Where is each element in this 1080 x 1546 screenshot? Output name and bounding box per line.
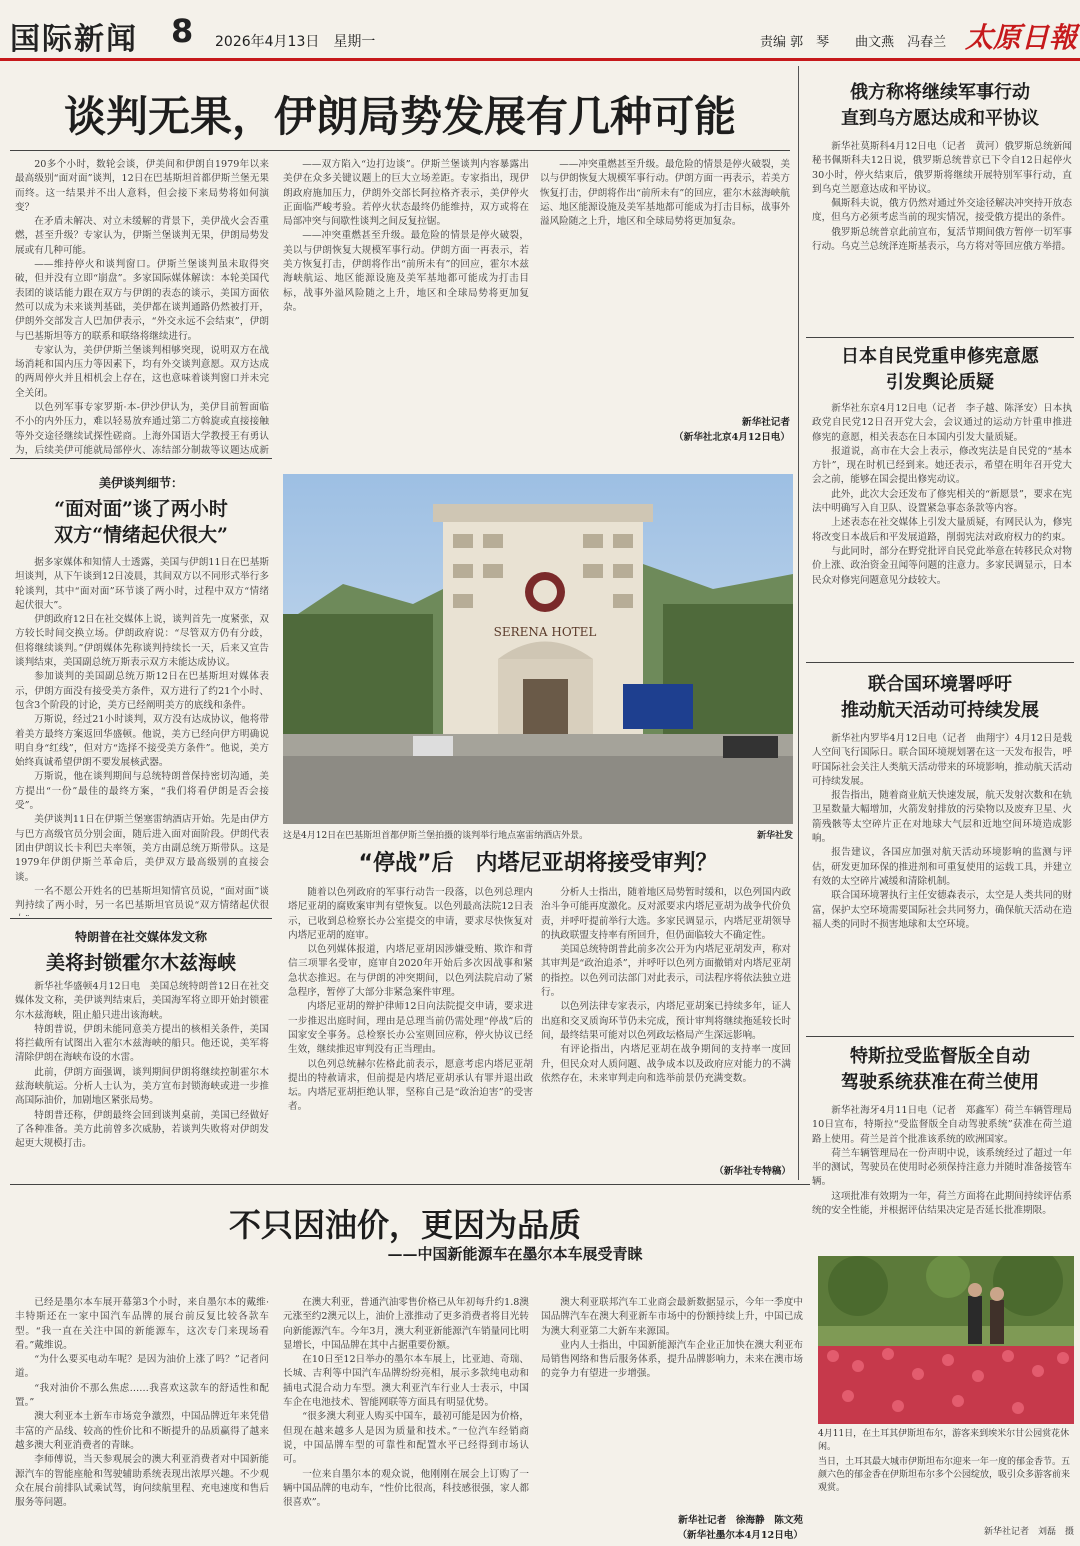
paragraph: 以色列媒体报道，内塔尼亚胡因涉嫌受贿、欺诈和背信三项罪名受审，庭审自2020年开始后多次因战事和紧急状态推迟。在与伊朗的冲突期间，以色列法院启动了紧急程序，暂停了大部分非紧急案件审理。 (288, 944, 533, 999)
paragraph: “为什么要买电动车呢？是因为油价上涨了吗？”记者问道。 (15, 1354, 269, 1380)
paragraph: 美伊谈判11日在伊斯兰堡塞雷纳酒店开始。先是由伊方与巴方高级官员分别会面，随后进入面对面阶段。伊朗代表团由伊朗议长卡利巴夫率领，美方由副总统万斯带队。这是1979年伊朗伊斯兰革命后，美伊双方最高级别的直接会谈。 (15, 814, 269, 883)
tulip-caption: 4月11日，在土耳其伊斯坦布尔，游客来到埃米尔甘公园赏花休闲。 (818, 1429, 1070, 1452)
unep-headline: 联合国环境署呼吁 推动航天活动可持续发展 (841, 674, 1039, 721)
newspaper-logo: 太原日報 (965, 21, 1078, 54)
photo-caption: 这是4月12日在巴基斯坦首都伊斯兰堡拍摄的谈判举行地点塞雷纳酒店外景。 (283, 831, 589, 841)
photo-credit: 新华社发 (756, 831, 793, 841)
sidebar-body (15, 556, 269, 916)
tulip-photo-image (818, 1256, 1074, 1424)
hotel-photo-image (283, 474, 793, 824)
paragraph: 新华社东京4月12日电（记者 李子越、陈泽安）日本执政党自民党12日召开党大会，会议通过的运动方针重申推进修宪的意愿，相关表态在日本国内引发大量质疑。 (812, 403, 1072, 443)
issue-date: 2026年4月13日 星期一 (215, 34, 376, 50)
ceasefire-col1 (288, 886, 533, 1178)
paragraph: 万斯说，经过21小时谈判，双方没有达成协议，他将带着美方最终方案返回华盛顿。他说，美方已经向伊方明确说明自身“红线”，但对方“选择不接受美方条件”。他说，美方始终真诚希望伊朗不要发展核武器。 (15, 714, 269, 769)
paragraph: 新华社莫斯科4月12日电（记者 黄河）俄罗斯总统新闻秘书佩斯科夫12日说，俄罗斯总统普京已下令自12日起停火30小时，停火结束后，俄罗斯将继续开展特别军事行动，直到乌克兰愿意达成和平协议。 (812, 141, 1072, 195)
sidebar-kicker: 美伊谈判细节： (98, 476, 183, 490)
paragraph: 美国总统特朗普此前多次公开为内塔尼亚胡发声，称对其审判是“政治追杀”，并呼吁以色列方面撤销对内塔尼亚胡的指控。以色列司法部门对此表示，司法程序将依法独立进行。 (541, 944, 791, 999)
paragraph: 报告指出，随着商业航天快速发展，航天发射次数和在轨卫星数量大幅增加，火箭发射排放的污染物以及废弃卫星、火箭残骸等太空碎片正在对地球大气层和近地空间环境造成影响。 (812, 790, 1072, 845)
column-divider (798, 66, 799, 1180)
hormuz-body (15, 980, 269, 1178)
paragraph: 这项批准有效期为一年，荷兰方面将在此期间持续评估系统的安全性能，并根据评估结果决定是否延长批准期限。 (812, 1190, 1072, 1217)
sidebar-rule (10, 458, 272, 459)
unep-body (812, 732, 1072, 1032)
paragraph: ——冲突重燃甚至升级。最危险的情景是停火破裂，美以与伊朗恢复大规模军事行动。伊朗方面一再表示，若美方恢复打击，伊朗将作出“前所未有”的回应，霍尔木兹海峡航运、地区能源设施及美军基地都可能成为打击目标，战事外溢风险随之上升，地区和全球局势将更加复杂。 (283, 230, 529, 313)
paragraph: 荷兰车辆管理局在一份声明中说，该系统经过了超过一年半的测试，驾驶员在使用时必须保持注意力并随时准备接管车辆。 (812, 1147, 1072, 1188)
paragraph: “我对油价不那么焦虑……我喜欢这款车的舒适性和配置。” (15, 1382, 269, 1409)
ev-headline: 不只因油价，更因为品质 (228, 1206, 581, 1244)
paragraph: 伊朗政府12日在社交媒体上说，谈判首先一度紧张，双方较长时间交换立场。伊朗政府说：“尽管双方仍有分歧，但将继续谈判。”伊朗媒体先称谈判持续长一天，后来又宣告谈判结束，美国副总统万斯表示双方未能达成协议。 (15, 614, 269, 669)
paragraph: 据多家媒体和知情人士透露，美国与伊朗11日在巴基斯坦谈判，从下午谈到12日凌晨，其间双方以不同形式举行多轮谈判，其中“面对面”环节谈了两小时，过程中双方“情绪起伏很大”。 (15, 557, 269, 611)
paragraph: 以色列军事专家罗斯·本-伊沙伊认为，美伊目前暂面临不小的内外压力，难以轻易放弃通过第二方斡旋或直接接触等外交途径继续试探性磋商。上海外国语大学教授王有勇认为，后续美伊可能就局部停火、冻结部分制裁等议题达成新 (15, 402, 269, 456)
editors: 责编 郭 琴 曲文燕 冯春兰 (760, 35, 947, 50)
hotel-sign: SERENA HOTEL (493, 625, 597, 639)
sidebar-headline: “面对面”谈了两小时 双方“情绪起伏很大” (54, 498, 228, 546)
japan-headline: 日本自民党重申修宪意愿 引发舆论质疑 (841, 346, 1039, 393)
paragraph: 上述表态在社交媒体上引发大量质疑，有网民认为，修宪将改变日本战后和平发展道路，削弱宪法对政府权力的约束。 (812, 517, 1072, 543)
ev-dateline-end: （新华社墨尔本4月12日电） (677, 1530, 803, 1541)
paragraph: 万斯说，他在谈判期间与总统特朗普保持密切沟通，美方提出“一份”最佳的最终方案，“我们将看伊朗是否会接受”。 (15, 771, 269, 812)
paragraph: ——维持停火和谈判窗口。伊斯兰堡谈判虽未取得突破，但并没有立即“崩盘”。多家国际媒体解读：本轮美国代表团的谈话能力跟在双方与伊朗的表态的谈示，美国方面依然可以成为未来谈判基础，美伊都在谈判通路仍然被打开，伊朗外交部发言人巴加伊表示，“外交永远不会结束”，伊朗与巴基斯坦等方的联系和联络将继续进行。 (15, 259, 269, 342)
tulip-credit: 新华社记者 刘磊 摄 (983, 1527, 1074, 1537)
ev-col3 (541, 1296, 803, 1508)
paragraph: 以色列法律专家表示，内塔尼亚胡案已持续多年，证人出庭和交叉质询环节仍未完成，预计审判将继续拖延较长时间，最终结果可能对以色列政坛格局产生深远影响。 (541, 1001, 791, 1041)
main-article-col2 (283, 158, 529, 456)
paragraph: 特朗普还称，伊朗最终会回到谈判桌前，美国已经做好了各种准备。美方此前曾多次威胁，若谈判失败将对伊朗发起更大规模打击。 (15, 1109, 269, 1150)
ev-byline: 新华社记者 徐海静 陈文苑 (678, 1515, 803, 1526)
paragraph: 参加谈判的美国副总统万斯12日在巴基斯坦对媒体表示，伊朗方面没有接受美方条件，双方进行了约21个小时、包含3个阶段的讨论，美方已经阐明美方的底线和条件。 (15, 671, 269, 711)
paragraph: 与此同时，部分在野党批评自民党此举意在转移民众对物价上涨、政治资金丑闻等问题的注意力。多家民调显示，日本民众对修宪问题意见分歧较大。 (812, 545, 1072, 586)
main-headline: 谈判无果，伊朗局势发展有几种可能 (63, 92, 736, 141)
section-title: 国际新闻 (10, 22, 138, 57)
paragraph: 分析人士指出，随着地区局势暂时缓和，以色列国内政治斗争可能再度激化。反对派要求内塔尼亚胡为战争代价负责，并呼吁提前举行大选。多家民调显示，内塔尼亚胡领导的执政联盟支持率有所回升，但仍面临较大不确定性。 (541, 887, 791, 941)
paragraph: 报道说，高市在大会上表示，修改宪法是自民党的“基本方针”，现在时机已经到来。她还表示，希望在明年召开党大会之前，能够在国会提出修宪动议。 (812, 445, 1072, 486)
right-rule (806, 337, 1074, 338)
paragraph: 以色列总统赫尔佐格此前表示，愿意考虑内塔尼亚胡提出的特赦请求，但前提是内塔尼亚胡承认有罪并退出政坛。内塔尼亚胡拒绝认罪，坚称自己是“政治迫害”的受害者。 (288, 1058, 533, 1113)
paragraph: 一名不愿公开姓名的巴基斯坦知情官员说，“面对面”谈判持续了两小时，另一名巴基斯坦官员说“双方情绪起伏很 (15, 885, 269, 912)
paragraph: 澳大利亚联邦汽车工业商会最新数据显示，今年一季度中国品牌汽车在澳大利亚新车市场中的份额持续上升，中国已成为澳大利亚第二大新车来源国。 (541, 1297, 803, 1337)
russia-body (812, 140, 1072, 336)
paragraph: 报告建议，各国应加强对航天活动环境影响的监测与评估，研发更加环保的推进剂和可重复使用的运载工具，并建立有效的太空碎片减缓和清除机制。 (812, 847, 1072, 887)
section-rule (10, 1184, 810, 1185)
ceasefire-col2 (541, 886, 791, 1162)
tulip-photo (818, 1256, 1074, 1424)
paragraph: ——冲突重燃甚至升级。最危险的情景是停火破裂，美以与伊朗恢复大规模军事行动。伊朗方面一再表示，若美方恢复打击，伊朗将作出“前所未有”的回应，霍尔木兹海峡航运、地区能源设施及美军基地都可能成为打击目标，战事外溢风险随之上升，地区和全球局势将更加复杂。 (540, 159, 790, 228)
ceasefire-headline: “停战”后 内塔尼亚胡将接受审判？ (358, 851, 718, 876)
main-article-col3 (540, 158, 790, 408)
paragraph: 此外，此次大会还发布了修宪相关的“新愿景”，要求在宪法中明确写入自卫队、设置紧急事态条款等内容。 (812, 488, 1072, 515)
paragraph: 业内人士指出，中国新能源汽车企业正加快在澳大利亚布局销售网络和售后服务体系，提升品牌影响力，未来在澳市场的竞争力有望进一步增强。 (541, 1339, 803, 1380)
paragraph: 新华社华盛顿4月12日电 美国总统特朗普12日在社交媒体发文称，美伊谈判结束后，美国海军将立即开始封锁霍尔木兹海峡，阻止船只进出该海峡。 (15, 981, 269, 1021)
paragraph: 特朗普说，伊朗未能同意美方提出的核相关条件，美国将拦截所有试图出入霍尔木兹海峡的船只。他还说，美军将清除伊朗在海峡布设的水雷。 (15, 1023, 269, 1064)
japan-body (812, 402, 1072, 658)
headline-rule (10, 150, 790, 151)
hormuz-kicker: 特朗普在社交媒体发文称 (74, 930, 207, 944)
paragraph: 新华社海牙4月11日电（记者 郑鑫军）荷兰车辆管理局10日宣布，特斯拉“受监督版全自动驾驶系统”获准在荷兰道路上使用。荷兰是首个批准该系统的欧洲国家。 (812, 1105, 1072, 1145)
hotel-photo (283, 474, 793, 824)
paragraph: 此前，伊朗方面强调，谈判期间伊朗将继续控制霍尔木兹海峡航运。分析人士认为，美方宣布封锁海峡或进一步推高国际油价，加剧地区紧张局势。 (15, 1066, 269, 1107)
paragraph: 澳大利亚本土新车市场竞争激烈，中国品牌近年来凭借丰富的产品线、较高的性价比和不断提升的品质赢得了越来越多澳大利亚消费者的青睐。 (15, 1411, 269, 1451)
paragraph: 一位来自墨尔本的观众说，他刚刚在展会上订购了一辆中国品牌的电动车，“性价比很高，科技感很强，家人都很喜欢”。 (283, 1468, 529, 1509)
ev-col1 (15, 1296, 269, 1540)
page-number: 8 (171, 12, 194, 50)
main-article-col1 (15, 158, 269, 456)
russia-headline: 俄方称将继续军事行动 直到乌方愿达成和平协议 (841, 82, 1039, 129)
paragraph: 在澳大利亚，普通汽油零售价格已从年初每升约1.8澳元涨至约2澳元以上，油价上涨推动了更多消费者将目光转向新能源汽车。今年3月，澳大利亚新能源汽车销量同比明显增长，中国品牌在其中占据重要份额。 (283, 1297, 529, 1351)
paragraph: 20多个小时，数轮会谈，伊美间和伊朗自1979年以来最高级别“面对面”谈判，12日在巴基斯坦首都伊斯兰堡无果而终。这一结果并不出人意料，但会接下来局势将如何演变？ (15, 159, 269, 213)
ev-col2 (283, 1296, 529, 1540)
paragraph: ——双方陷入“边打边谈”。伊斯兰堡谈判内容暴露出美伊在众多关键议题上的巨大立场差距。专家指出，现伊朗政府施加压力，伊朗外交部长阿拉格齐表示，美伊停火正面临严峻考验。若停火状态最终仍能维持，双方或将在局部冲突与间歇性谈判之间反复拉锯。 (283, 159, 529, 228)
paragraph: 在矛盾未解决、对立未缓解的背景下，美伊战火会否重燃，甚至升级？专家认为，伊斯兰堡谈判无果，伊朗局势发展或有几种可能。 (15, 216, 269, 256)
ev-subhead: ——中国新能源车在墨尔本车展受青睐 (387, 1245, 643, 1263)
main-byline: 新华社记者 (742, 417, 790, 428)
right-rule (806, 662, 1074, 663)
tulip-caption-2: 当日，土耳其最大城市伊斯坦布尔迎来一年一度的郁金香节。五颜六色的郁金香在伊斯坦布尔多个公园绽放，吸引众多游客前来观赏。 (818, 1457, 1071, 1493)
paragraph: 随着以色列政府的军事行动告一段落，以色列总理内塔尼亚胡的腐败案审判有望恢复。以色列最高法院12日表示，已收到总检察长办公室提交的申请，要求尽快恢复对内塔尼亚胡的庭审。 (288, 887, 533, 941)
paragraph: 俄罗斯总统普京此前宣布，复活节期间俄方暂停一切军事行动。乌克兰总统泽连斯基表示，乌方将对等回应俄方举措。 (812, 226, 1072, 253)
sidebar-rule (10, 918, 272, 919)
masthead-rule (0, 58, 1080, 61)
main-dateline-end: （新华社北京4月12日电） (674, 432, 790, 443)
paragraph: 李师傅说，当天参观展会的澳大利亚消费者对中国新能源汽车的智能座舱和驾驶辅助系统表现出浓厚兴趣。不少观众在展台前排队试乘试驾，询问续航里程、充电速度和售后服务等问题。 (15, 1454, 269, 1509)
tesla-body (812, 1104, 1072, 1252)
paragraph: 新华社内罗毕4月12日电（记者 曲翔宇）4月12日是载人空间飞行国际日。联合国环境规划署在这一天发布报告，呼吁国际社会关注人类航天活动带来的环境影响，推动航天活动可持续发展。 (812, 733, 1072, 787)
paragraph: 内塔尼亚胡的辩护律师12日向法院提交申请，要求进一步推迟出庭时间，理由是总理当前仍需处理“停战”后的国家安全事务。总检察长办公室则回应称，停火协议已经生效，继续推迟审判没有正当理由。 (288, 1001, 533, 1056)
paragraph: “很多澳大利亚人购买中国车，最初可能是因为价格，但现在越来越多人是因为质量和技术。”一位汽车经销商说，中国品牌车型的可靠性和配置水平已经得到市场认可。 (283, 1411, 529, 1466)
paragraph: 有评论指出，内塔尼亚胡在战争期间的支持率一度回升，但民众对人质问题、战争成本以及政府应对能力的不满依然存在，未来审判走向和选举前景仍充满变数。 (541, 1044, 791, 1084)
paragraph: 在10日至12日举办的墨尔本车展上，比亚迪、奇瑞、长城、吉利等中国汽车品牌纷纷亮相，展示多款纯电动和插电式混合动力车型。澳大利亚汽车行业人士表示，中国车企在电池技术、智能网联等方面具有明显优势。 (283, 1354, 529, 1409)
paragraph: 联合国环境署执行主任安德森表示，太空是人类共同的财富，保护太空环境需要国际社会共同努力，确保航天活动在造福人类的同时不损害地球和太空环境。 (812, 890, 1072, 930)
paragraph: 已经是墨尔本车展开幕第3个小时，来自墨尔本的戴维·丰特斯还在一家中国汽车品牌的展台前反复比较各款车型。“我一直在关注中国的新能源车，这次专门来现场看看。”戴维说。 (15, 1297, 269, 1351)
paragraph: 佩斯科夫说，俄方仍然对通过外交途径解决冲突持开放态度，但乌方必须考虑当前的现实情况，接受俄方提出的条件。 (812, 198, 1072, 224)
right-rule (806, 1036, 1074, 1037)
paragraph: 专家认为，美伊伊斯兰堡谈判相够突现，说明双方在战场消耗和国内压力等因素下，均有外交谈判意愿。双方达成的两周停火并且相机会上存在，这也意味着谈判窗口并未完全关闭。 (15, 344, 269, 399)
hormuz-headline: 美将封锁霍尔木兹海峡 (45, 952, 236, 974)
ceasefire-byline: （新华社专特稿） (714, 1166, 791, 1177)
tesla-headline: 特斯拉受监督版全自动 驾驶系统获准在荷兰使用 (841, 1046, 1039, 1093)
